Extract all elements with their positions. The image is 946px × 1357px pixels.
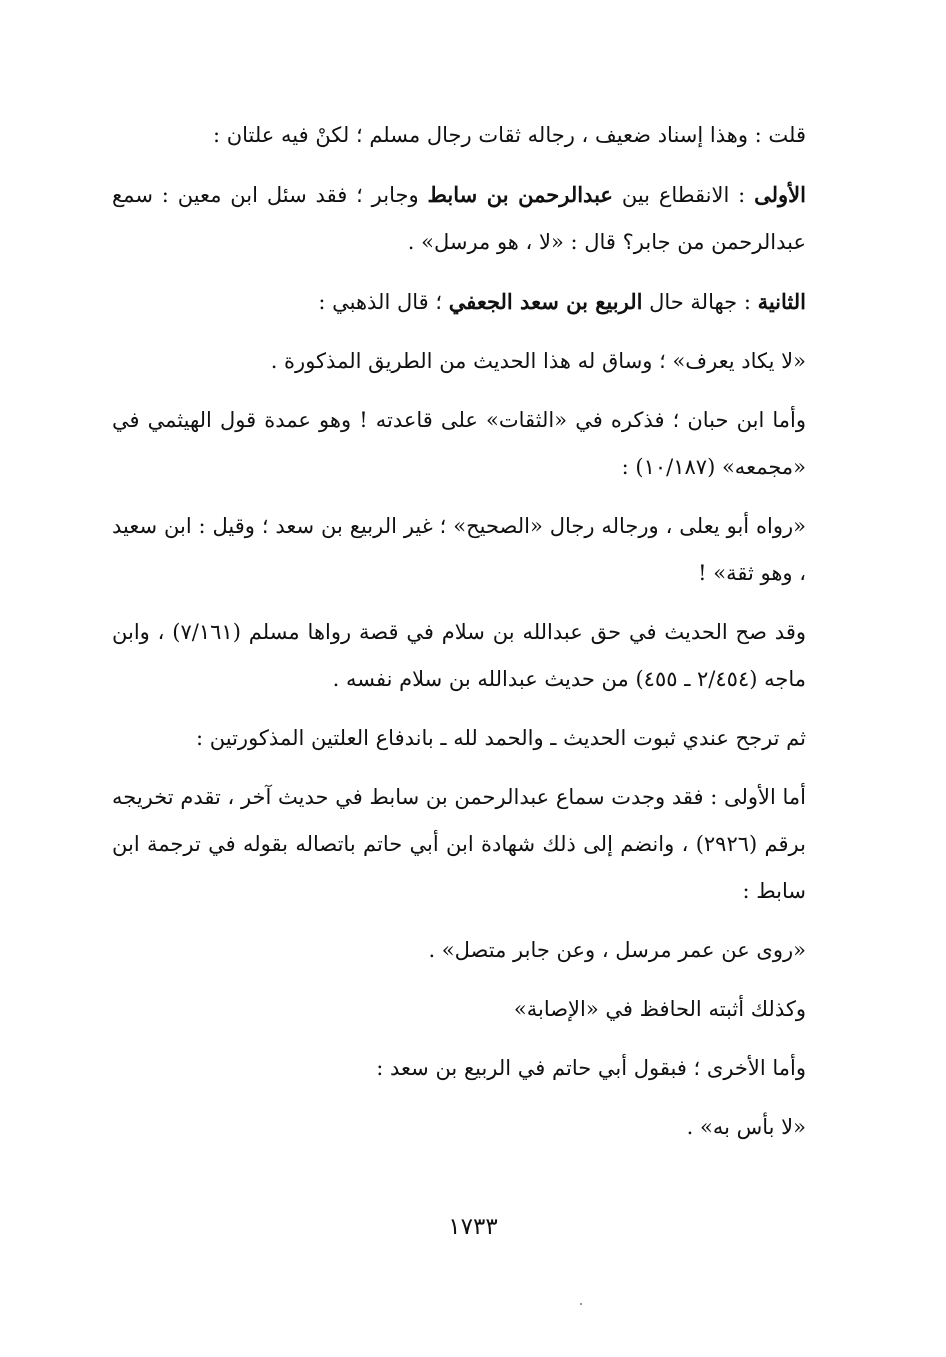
text-run-bold: الربيع بن سعد الجعفي (448, 289, 643, 314)
text-run: ؛ قال الذهبي : (318, 290, 449, 314)
page-number: ١٧٣٣ (448, 1214, 498, 1240)
text-run: أما الأولى : فقد وجدت سماع عبدالرحمن بن سابط في حديث آخر ، تقدم تخريجه برقم (٢٩٢٦) ، وانضم إلى ذلك شهادة ابن أبي حاتم باتصاله بقوله في ترجمة ابن سابط : (112, 785, 806, 903)
paragraph (112, 927, 848, 974)
text-run: «لا بأس به» . (686, 1115, 806, 1139)
text-run: وأما ابن حبان ؛ فذكره في «الثقات» على قاعدته ! وهو عمدة قول الهيثمي في «مجمعه» (١٠/١٨٧) : (112, 408, 806, 479)
paragraph (112, 397, 848, 491)
paragraph (112, 171, 848, 266)
paragraph (112, 278, 848, 326)
text-run: «رواه أبو يعلى ، ورجاله رجال «الصحيح» ؛ غير الربيع بن سعد ؛ وقيل : ابن سعيد ، وهو ثقة» ! (112, 514, 806, 585)
paragraph (112, 715, 848, 762)
paragraph (112, 774, 848, 915)
text-run: «روى عن عمر مرسل ، وعن جابر متصل» . (428, 938, 806, 962)
paragraph (112, 338, 848, 385)
text-run-bold: الأولى (754, 182, 806, 207)
paragraph (112, 1045, 848, 1092)
text-run: وقد صح الحديث في حق عبدالله بن سلام في قصة رواها مسلم (٧/١٦١) ، وابن ماجه (٢/٤٥٤ ـ ٤٥٥) من حديث عبدالله بن سلام نفسه . (112, 620, 806, 691)
text-run: قلت : وهذا إسناد ضعيف ، رجاله ثقات رجال مسلم ؛ لكنْ فيه علتان : (212, 123, 806, 147)
text-run: : الانقطاع بين (612, 183, 755, 207)
text-run: وأما الأخرى ؛ فبقول أبي حاتم في الربيع بن سعد : (376, 1056, 806, 1080)
paragraph (112, 1104, 848, 1151)
text-run: ثم ترجح عندي ثبوت الحديث ـ والحمد لله ـ باندفاع العلتين المذكورتين : (196, 726, 806, 750)
text-run: وجابر ؛ فقد سئل ابن معين : سمع عبدالرحمن من جابر؟ قال : «لا ، هو مرسل» . (112, 183, 806, 254)
text-run: : جهالة حال (642, 290, 758, 314)
paragraph (112, 503, 848, 597)
text-run-bold: عبدالرحمن بن سابط (427, 182, 613, 207)
paragraph (112, 609, 848, 703)
scan-speck (580, 1303, 582, 1305)
body-text (112, 112, 848, 1163)
text-run: «لا يكاد يعرف» ؛ وساق له هذا الحديث من الطريق المذكورة . (270, 349, 806, 373)
paragraph (112, 112, 848, 159)
paragraph (112, 986, 848, 1033)
text-run: وكذلك أثبته الحافظ في «الإصابة» (513, 997, 806, 1021)
text-run-bold: الثانية (757, 289, 806, 314)
